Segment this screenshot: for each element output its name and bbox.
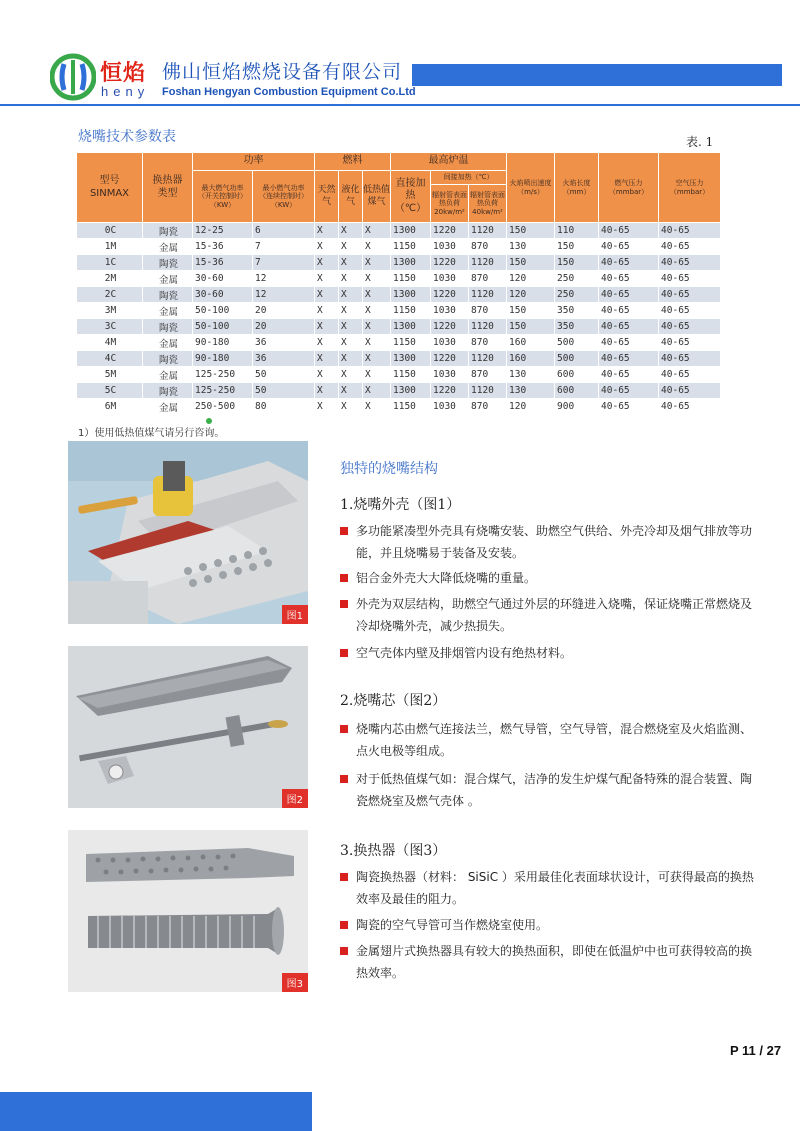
table-cell: X	[363, 335, 391, 351]
table-cell: 870	[469, 239, 507, 255]
table-cell: 金属	[143, 271, 193, 287]
col-power-min: 最小燃气功率 （连续控制时） （KW）	[253, 171, 315, 223]
table-cell: X	[339, 287, 363, 303]
table-cell: 1150	[391, 399, 431, 415]
table-cell: 6M	[77, 399, 143, 415]
table-cell: 130	[507, 383, 555, 399]
section-2-title: 2.烧嘴芯（图2）	[340, 693, 447, 709]
table-cell: 600	[555, 367, 599, 383]
table-cell: 40-65	[599, 239, 659, 255]
table-cell: 36	[253, 335, 315, 351]
table-cell: 40-65	[659, 303, 721, 319]
table-cell: 2M	[77, 271, 143, 287]
brand-name-cn: 恒焰	[100, 60, 147, 86]
section-1-title: 1.烧嘴外壳（图1）	[340, 497, 461, 513]
table-cell: 870	[469, 399, 507, 415]
table-cell: 1030	[431, 335, 469, 351]
company-name-cn: 佛山恒焰燃烧设备有限公司	[162, 61, 403, 83]
table-cell: 12	[253, 287, 315, 303]
table-cell: 金属	[143, 367, 193, 383]
table-cell: 金属	[143, 239, 193, 255]
table-cell: 125-250	[193, 367, 253, 383]
table-row	[77, 319, 721, 335]
table-row	[77, 271, 721, 287]
table-cell: 1120	[469, 223, 507, 239]
table-cell: 陶瓷	[143, 255, 193, 271]
bullet-marker	[340, 527, 348, 535]
col-hx-type: 换热器 类型	[143, 153, 193, 223]
table-cell: 80	[253, 399, 315, 415]
brand-name-en: heny	[101, 84, 150, 99]
table-cell: 1120	[469, 351, 507, 367]
bullet-marker	[340, 775, 348, 783]
company-name-en: Foshan Hengyan Combustion Equipment Co.Ltd	[162, 86, 416, 98]
bullet-marker	[340, 873, 348, 881]
table-cell: 7	[253, 255, 315, 271]
table-cell: 1030	[431, 303, 469, 319]
table-cell: 40-65	[599, 271, 659, 287]
table-cell: 40-65	[599, 351, 659, 367]
table-cell: X	[363, 255, 391, 271]
table-cell: 1150	[391, 335, 431, 351]
table-cell: 1300	[391, 319, 431, 335]
table-cell: X	[363, 367, 391, 383]
table-cell: 350	[555, 319, 599, 335]
table-cell: 1120	[469, 383, 507, 399]
bullet-marker	[340, 725, 348, 733]
table-cell: 130	[507, 367, 555, 383]
table-cell: 120	[507, 399, 555, 415]
table-note: 1）使用低热值煤气请另行咨询。	[78, 428, 225, 439]
table-cell: 40-65	[599, 399, 659, 415]
table-cell: 12	[253, 271, 315, 287]
table-cell: 1300	[391, 223, 431, 239]
table-cell: X	[339, 271, 363, 287]
table-cell: 1150	[391, 367, 431, 383]
table-cell: 金属	[143, 303, 193, 319]
footer-bar	[0, 1092, 312, 1131]
table-cell: 1030	[431, 271, 469, 287]
col-fuel-liquid: 液化气	[339, 171, 363, 223]
table-cell: 陶瓷	[143, 223, 193, 239]
table-cell: 870	[469, 367, 507, 383]
col-gas-pressure: 燃气压力 （mmbar）	[599, 153, 659, 223]
table-row	[77, 351, 721, 367]
col-fuel-natural: 天然气	[315, 171, 339, 223]
table-cell: 1300	[391, 351, 431, 367]
table-cell: X	[315, 335, 339, 351]
bullet-marker	[340, 947, 348, 955]
table-cell: X	[315, 383, 339, 399]
col-flame-speed: 火焰喷出速度 （m/s）	[507, 153, 555, 223]
table-cell: 40-65	[659, 239, 721, 255]
table-cell: 50-100	[193, 319, 253, 335]
table-cell: 120	[507, 287, 555, 303]
table-cell: 90-180	[193, 351, 253, 367]
table-cell: 160	[507, 335, 555, 351]
col-indirect: 间接加热（℃）	[431, 171, 507, 185]
figure-3-label: 图3	[282, 973, 308, 992]
table-cell: 1220	[431, 287, 469, 303]
section-3-title: 3.换热器（图3）	[340, 843, 447, 859]
table-cell: 160	[507, 351, 555, 367]
table-row	[77, 383, 721, 399]
table-cell: X	[315, 223, 339, 239]
table-cell: 1150	[391, 303, 431, 319]
table-cell: X	[315, 271, 339, 287]
table-cell: 3M	[77, 303, 143, 319]
section-1-bullet-2: 铝合金外壳大大降低烧嘴的重量。	[340, 567, 760, 589]
col-flame-length: 火焰长度 （mm）	[555, 153, 599, 223]
table-cell: 250	[555, 271, 599, 287]
table-cell: X	[363, 319, 391, 335]
table-cell: 500	[555, 335, 599, 351]
table-cell: 50-100	[193, 303, 253, 319]
table-cell: X	[363, 383, 391, 399]
section-1-bullet-1: 多功能紧凑型外壳具有烧嘴安装、助燃空气供给、外壳冷却及烟气排放等功能，并且烧嘴易于装备及安装。	[340, 520, 760, 564]
table-cell: 130	[507, 239, 555, 255]
table-cell: 1120	[469, 319, 507, 335]
table-cell: 40-65	[659, 255, 721, 271]
table-cell: 1030	[431, 399, 469, 415]
table-cell: 20	[253, 319, 315, 335]
header-rule	[0, 104, 800, 106]
table-cell: 150	[507, 303, 555, 319]
spec-table	[76, 152, 721, 415]
company-logo	[50, 52, 96, 102]
table-cell: 金属	[143, 335, 193, 351]
table-cell: X	[339, 367, 363, 383]
table-cell: X	[339, 383, 363, 399]
table-cell: 50	[253, 367, 315, 383]
section-2-bullet-1: 烧嘴内芯由燃气连接法兰，燃气导管，空气导管，混合燃烧室及火焰监测、点火电极等组成。	[340, 718, 760, 762]
structure-heading: 独特的烧嘴结构	[340, 461, 438, 477]
table-cell: 1300	[391, 383, 431, 399]
table-cell: 4C	[77, 351, 143, 367]
table-cell: 1220	[431, 351, 469, 367]
table-cell: 40-65	[659, 351, 721, 367]
table-cell: 1220	[431, 383, 469, 399]
col-fuel: 燃料	[315, 153, 391, 171]
table-cell: 15-36	[193, 255, 253, 271]
table-cell: X	[339, 399, 363, 415]
section-1-bullet-4: 空气壳体内壁及排烟管内设有绝热材料。	[340, 642, 760, 664]
table-cell: X	[363, 271, 391, 287]
bullet-marker	[340, 574, 348, 582]
table-cell: 870	[469, 335, 507, 351]
table-row	[77, 223, 721, 239]
table-cell: 870	[469, 303, 507, 319]
table-cell: X	[363, 223, 391, 239]
table-cell: 1120	[469, 255, 507, 271]
col-radiant-20: 辐射管表面热负荷 20kw/m²	[431, 185, 469, 223]
table-cell: 1220	[431, 319, 469, 335]
section-3-bullet-3: 金属翅片式换热器具有较大的换热面积，即使在低温炉中也可获得较高的换热效率。	[340, 940, 760, 984]
table-cell: X	[315, 287, 339, 303]
table-cell: 陶瓷	[143, 351, 193, 367]
header-bar	[412, 64, 782, 86]
table-cell: X	[339, 223, 363, 239]
table-cell: 900	[555, 399, 599, 415]
table-cell: 1300	[391, 255, 431, 271]
table-cell: 4M	[77, 335, 143, 351]
table-cell: 40-65	[659, 335, 721, 351]
table-cell: 0C	[77, 223, 143, 239]
bullet-marker	[340, 600, 348, 608]
table-cell: 1150	[391, 271, 431, 287]
table-cell: 1M	[77, 239, 143, 255]
table-cell: 40-65	[599, 255, 659, 271]
table-cell: 5C	[77, 383, 143, 399]
table-cell: 110	[555, 223, 599, 239]
table-number: 表. 1	[686, 135, 714, 149]
table-cell: X	[363, 399, 391, 415]
table-cell: 120	[507, 271, 555, 287]
bullet-marker	[340, 921, 348, 929]
table-row	[77, 239, 721, 255]
table-cell: 陶瓷	[143, 383, 193, 399]
figure-1-burner-housing	[68, 441, 308, 624]
table-cell: X	[315, 303, 339, 319]
table-cell: 40-65	[659, 287, 721, 303]
figure-2-label: 图2	[282, 789, 308, 808]
section-1-bullet-3: 外壳为双层结构，助燃空气通过外层的环缝进入烧嘴，保证烧嘴正常燃烧及冷却烧嘴外壳，减少热损失。	[340, 593, 760, 637]
table-cell: 40-65	[599, 367, 659, 383]
table-cell: 150	[555, 255, 599, 271]
table-cell: 250-500	[193, 399, 253, 415]
table-row	[77, 303, 721, 319]
figure-1-label: 图1	[282, 605, 308, 624]
table-cell: X	[339, 255, 363, 271]
table-cell: 金属	[143, 399, 193, 415]
table-cell: 500	[555, 351, 599, 367]
table-cell: 125-250	[193, 383, 253, 399]
figure-2-burner-core	[68, 646, 308, 808]
section-2-bullet-2: 对于低热值煤气如：混合煤气，洁净的发生炉煤气配备特殊的混合装置、陶瓷燃烧室及燃气壳体 。	[340, 768, 760, 812]
table-cell: X	[315, 351, 339, 367]
table-cell: 50	[253, 383, 315, 399]
table-cell: 陶瓷	[143, 319, 193, 335]
table-cell: 2C	[77, 287, 143, 303]
table-cell: 40-65	[599, 287, 659, 303]
section-3-bullet-1: 陶瓷换热器（材料： SiSiC ）采用最佳化表面球状设计，可获得最高的换热效率及最佳的阻力。	[340, 866, 760, 910]
table-row	[77, 367, 721, 383]
table-cell: 5M	[77, 367, 143, 383]
col-model: 型号 SINMAX	[77, 153, 143, 223]
bullet-marker	[340, 649, 348, 657]
table-cell: 250	[555, 287, 599, 303]
table-cell: 1120	[469, 287, 507, 303]
table-cell: X	[363, 351, 391, 367]
col-power-max: 最大燃气功率 （开关控制时） （KW）	[193, 171, 253, 223]
table-cell: 600	[555, 383, 599, 399]
table-cell: 30-60	[193, 287, 253, 303]
table-cell: X	[339, 351, 363, 367]
col-fuel-low: 低热值煤气	[363, 171, 391, 223]
table-cell: 150	[507, 319, 555, 335]
col-power: 功率	[193, 153, 315, 171]
table-cell: 1030	[431, 239, 469, 255]
table-cell: 1030	[431, 367, 469, 383]
table-row	[77, 335, 721, 351]
table-cell: X	[339, 239, 363, 255]
table-cell: 40-65	[599, 335, 659, 351]
table-cell: 150	[507, 255, 555, 271]
table-cell: X	[315, 239, 339, 255]
table-cell: 40-65	[659, 271, 721, 287]
table-cell: 40-65	[659, 367, 721, 383]
table-cell: 40-65	[659, 399, 721, 415]
table-cell: 陶瓷	[143, 287, 193, 303]
table-cell: X	[363, 287, 391, 303]
table-cell: X	[339, 319, 363, 335]
table-cell: 1220	[431, 223, 469, 239]
table-cell: X	[315, 399, 339, 415]
col-air-pressure: 空气压力 （mmbar）	[659, 153, 721, 223]
table-cell: 1300	[391, 287, 431, 303]
table-cell: 870	[469, 271, 507, 287]
table-cell: 36	[253, 351, 315, 367]
table-row	[77, 287, 721, 303]
table-cell: 40-65	[599, 319, 659, 335]
table-cell: X	[339, 335, 363, 351]
figure-3-heat-exchanger	[68, 830, 308, 992]
table-cell: 1150	[391, 239, 431, 255]
table-cell: 40-65	[659, 223, 721, 239]
table-cell: X	[315, 367, 339, 383]
table-cell: 40-65	[599, 383, 659, 399]
table-cell: 12-25	[193, 223, 253, 239]
table-cell: X	[339, 303, 363, 319]
table-cell: X	[363, 303, 391, 319]
table-cell: 40-65	[659, 383, 721, 399]
col-max-temp: 最高炉温	[391, 153, 507, 171]
col-radiant-40: 辐射管表面热负荷 40kw/m²	[469, 185, 507, 223]
table-cell: 40-65	[599, 223, 659, 239]
section-3-bullet-2: 陶瓷的空气导管可当作燃烧室使用。	[340, 914, 760, 936]
table-cell: 1220	[431, 255, 469, 271]
table-cell: 3C	[77, 319, 143, 335]
table-cell: 150	[555, 239, 599, 255]
table-row	[77, 399, 721, 415]
table-cell: 90-180	[193, 335, 253, 351]
table-row	[77, 255, 721, 271]
table-cell: 6	[253, 223, 315, 239]
table-cell: 7	[253, 239, 315, 255]
page-number: P 11 / 27	[730, 1043, 782, 1058]
col-direct: 直接加热 （℃）	[391, 171, 431, 223]
table-cell: 350	[555, 303, 599, 319]
table-cell: 40-65	[599, 303, 659, 319]
table-cell: 40-65	[659, 319, 721, 335]
table-cell: 20	[253, 303, 315, 319]
table-cell: X	[315, 319, 339, 335]
table-cell: 150	[507, 223, 555, 239]
table-cell: 30-60	[193, 271, 253, 287]
table-cell: 1C	[77, 255, 143, 271]
table-title: 烧嘴技术参数表	[78, 129, 176, 145]
table-cell: X	[315, 255, 339, 271]
table-cell: 15-36	[193, 239, 253, 255]
table-cell: X	[363, 239, 391, 255]
